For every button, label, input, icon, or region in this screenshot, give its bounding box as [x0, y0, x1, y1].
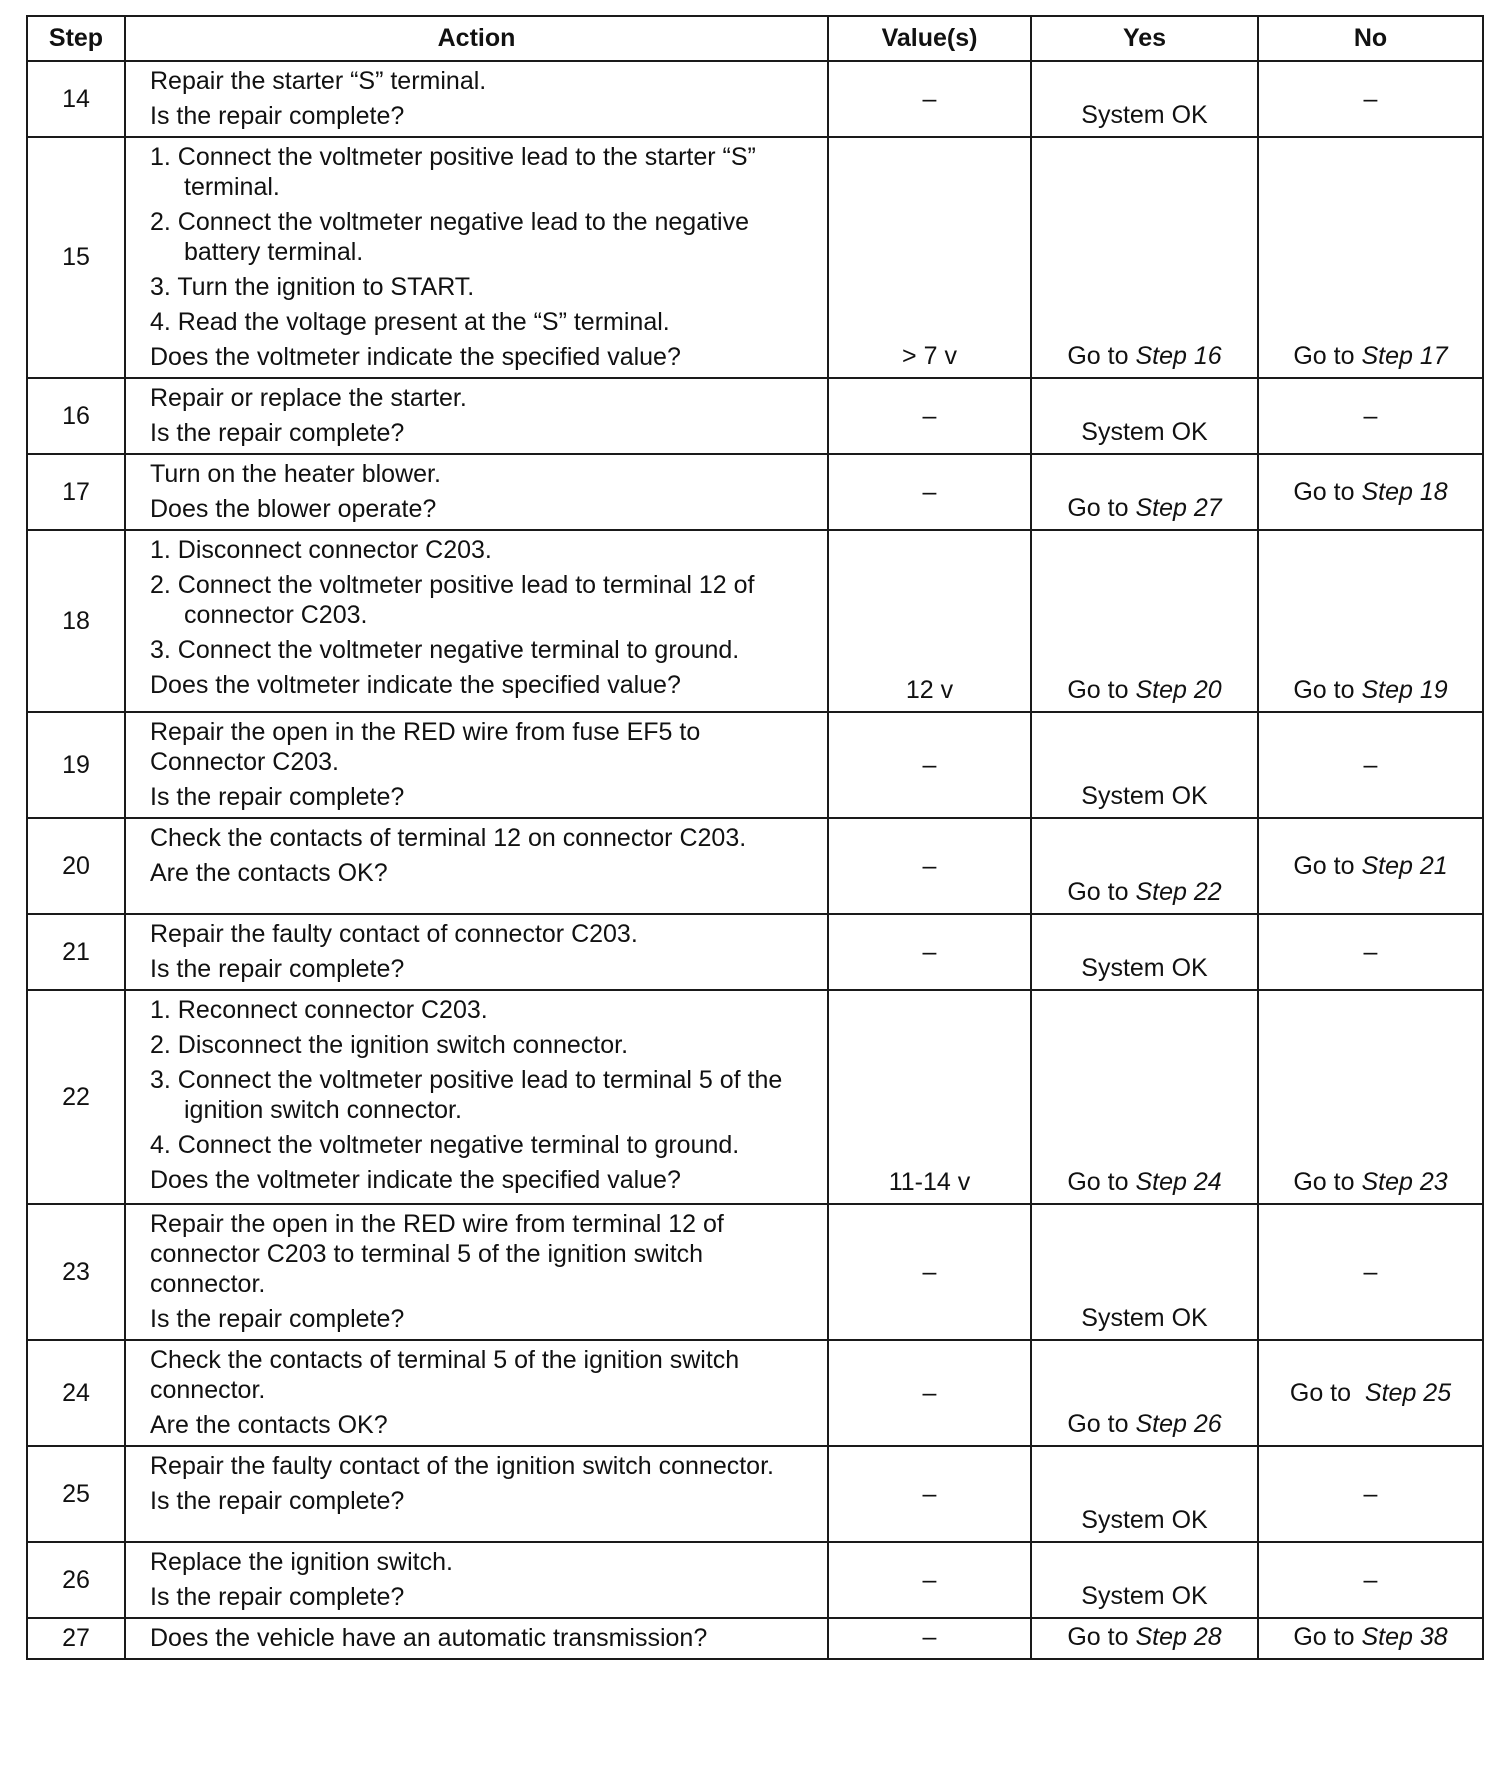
- no-step-ref: Step 25: [1364, 1378, 1452, 1407]
- yes-cell: [1031, 530, 1258, 712]
- yes-cell: [1031, 454, 1258, 530]
- action-line: 4. Read the voltage present at the “S” terminal.: [150, 308, 670, 336]
- yes-cell: [1031, 818, 1258, 914]
- action-line: Repair the faulty contact of the ignition switch connector.: [150, 1452, 774, 1480]
- step-number: 21: [27, 914, 125, 990]
- action-line: Is the repair complete?: [150, 955, 405, 983]
- yes-cell: [1031, 61, 1258, 137]
- no-text: Go to: [1293, 1623, 1362, 1651]
- no-step-ref: Step 23: [1361, 1168, 1448, 1196]
- action-line: 1. Connect the voltmeter positive lead to the starter “S” terminal.: [150, 143, 756, 201]
- table-row: [27, 914, 1483, 990]
- yes-text: System OK: [1081, 101, 1208, 129]
- yes-text: Go to: [1067, 342, 1136, 370]
- value-cell: –: [828, 712, 1031, 818]
- value-cell: –: [828, 454, 1031, 530]
- no-cell: [1258, 61, 1483, 137]
- table-row: [27, 1340, 1483, 1446]
- yes-cell: [1031, 1446, 1258, 1542]
- table-header-row: [27, 16, 1483, 61]
- no-cell: [1258, 990, 1483, 1204]
- no-step-ref: Step 19: [1361, 676, 1448, 704]
- yes-text: System OK: [1081, 418, 1208, 446]
- action-cell: [125, 530, 828, 712]
- no-text: –: [1363, 1479, 1378, 1508]
- action-line: 3. Turn the ignition to START.: [150, 273, 475, 301]
- no-text: –: [1363, 750, 1378, 779]
- header-step: Step: [27, 16, 125, 61]
- no-cell: [1258, 378, 1483, 454]
- action-line: Is the repair complete?: [150, 783, 405, 811]
- no-cell: [1258, 914, 1483, 990]
- action-line: 2. Connect the voltmeter negative lead to the negative battery terminal.: [150, 208, 749, 266]
- yes-cell: [1031, 137, 1258, 378]
- action-line: 3. Connect the voltmeter negative terminal to ground.: [150, 636, 740, 664]
- yes-text: System OK: [1081, 1304, 1208, 1332]
- step-number: 14: [27, 61, 125, 137]
- diagnostic-table: [26, 15, 1484, 1660]
- action-line: Is the repair complete?: [150, 419, 405, 447]
- table-row: [27, 1542, 1483, 1618]
- action-cell: [125, 137, 828, 378]
- step-number: 15: [27, 137, 125, 378]
- yes-text: System OK: [1081, 1506, 1208, 1534]
- no-cell: [1258, 1340, 1483, 1446]
- table-body: [27, 61, 1483, 1659]
- action-cell: [125, 61, 828, 137]
- step-number: 23: [27, 1204, 125, 1340]
- yes-cell: [1031, 914, 1258, 990]
- yes-cell: [1031, 990, 1258, 1204]
- table-row: [27, 378, 1483, 454]
- table-row: [27, 61, 1483, 137]
- yes-text: Go to: [1067, 494, 1136, 522]
- no-text: Go to: [1293, 477, 1362, 506]
- action-line: Does the blower operate?: [150, 495, 437, 523]
- step-number: 25: [27, 1446, 125, 1542]
- yes-step-ref: Step 16: [1135, 342, 1222, 370]
- value-cell: –: [828, 1542, 1031, 1618]
- table-row: [27, 1446, 1483, 1542]
- value-cell: –: [828, 378, 1031, 454]
- action-cell: [125, 712, 828, 818]
- yes-cell: [1031, 1542, 1258, 1618]
- no-text: Go to: [1293, 676, 1362, 704]
- table-row: [27, 137, 1483, 378]
- action-line: 2. Disconnect the ignition switch connector.: [150, 1031, 629, 1059]
- no-text: –: [1363, 84, 1378, 113]
- no-cell: [1258, 137, 1483, 378]
- header-action: Action: [125, 16, 828, 61]
- value-cell: –: [828, 1618, 1031, 1659]
- no-cell: [1258, 454, 1483, 530]
- action-cell: [125, 1340, 828, 1446]
- no-cell: [1258, 818, 1483, 914]
- action-line: Repair the faulty contact of connector C203.: [150, 920, 638, 948]
- value-cell: –: [828, 1204, 1031, 1340]
- yes-step-ref: Step 20: [1135, 676, 1222, 704]
- no-text: –: [1363, 401, 1378, 430]
- yes-cell: [1031, 1618, 1258, 1659]
- yes-cell: [1031, 1340, 1258, 1446]
- step-number: 18: [27, 530, 125, 712]
- no-cell: [1258, 1446, 1483, 1542]
- value-cell: 11-14 v: [828, 990, 1031, 1204]
- yes-text: Go to: [1067, 878, 1136, 906]
- yes-text: Go to: [1067, 1623, 1136, 1651]
- action-line: 3. Connect the voltmeter positive lead to terminal 5 of the ignition switch connector.: [150, 1066, 783, 1124]
- yes-text: System OK: [1081, 954, 1208, 982]
- step-number: 19: [27, 712, 125, 818]
- no-text: –: [1363, 1257, 1378, 1286]
- action-line: Is the repair complete?: [150, 102, 405, 130]
- yes-step-ref: Step 22: [1135, 878, 1222, 906]
- action-line: Repair the open in the RED wire from fuse EF5 to Connector C203.: [150, 718, 701, 776]
- action-line: Repair the open in the RED wire from terminal 12 of connector C203 to terminal 5 of the ignition switch connector.: [150, 1210, 724, 1298]
- value-cell: –: [828, 1446, 1031, 1542]
- value-cell: –: [828, 61, 1031, 137]
- header-yes: Yes: [1031, 16, 1258, 61]
- no-step-ref: Step 18: [1361, 477, 1448, 506]
- table-row: [27, 712, 1483, 818]
- action-line: Is the repair complete?: [150, 1487, 405, 1515]
- action-line: 1. Reconnect connector C203.: [150, 996, 488, 1024]
- no-cell: [1258, 1618, 1483, 1659]
- no-text: Go to: [1293, 342, 1362, 370]
- table-row: [27, 1618, 1483, 1659]
- yes-cell: [1031, 378, 1258, 454]
- step-number: 17: [27, 454, 125, 530]
- header-values: Value(s): [828, 16, 1031, 61]
- no-cell: [1258, 712, 1483, 818]
- action-cell: [125, 1618, 828, 1659]
- step-number: 20: [27, 818, 125, 914]
- yes-text: Go to: [1067, 1410, 1136, 1438]
- yes-cell: [1031, 1204, 1258, 1340]
- action-cell: [125, 1542, 828, 1618]
- action-line: Repair or replace the starter.: [150, 384, 467, 412]
- table-row: [27, 530, 1483, 712]
- action-line: Is the repair complete?: [150, 1305, 405, 1333]
- value-cell: –: [828, 1340, 1031, 1446]
- action-line: 2. Connect the voltmeter positive lead to terminal 12 of connector C203.: [150, 571, 755, 629]
- action-line: Replace the ignition switch.: [150, 1548, 453, 1576]
- value-cell: –: [828, 914, 1031, 990]
- step-number: 16: [27, 378, 125, 454]
- action-line: Repair the starter “S” terminal.: [150, 67, 487, 95]
- yes-step-ref: Step 24: [1135, 1168, 1222, 1196]
- no-text: Go to: [1293, 851, 1362, 880]
- action-line: Does the voltmeter indicate the specified value?: [150, 343, 681, 371]
- action-line: Are the contacts OK?: [150, 859, 388, 887]
- no-step-ref: Step 17: [1361, 342, 1448, 370]
- action-cell: [125, 1204, 828, 1340]
- step-number: 24: [27, 1340, 125, 1446]
- action-cell: [125, 378, 828, 454]
- no-text: –: [1363, 937, 1378, 966]
- action-line: 1. Disconnect connector C203.: [150, 536, 492, 564]
- yes-step-ref: Step 27: [1135, 494, 1222, 522]
- table-row: [27, 990, 1483, 1204]
- action-line: Are the contacts OK?: [150, 1411, 388, 1439]
- no-step-ref: Step 21: [1361, 851, 1448, 880]
- action-cell: [125, 818, 828, 914]
- action-cell: [125, 454, 828, 530]
- yes-text: Go to: [1067, 1168, 1136, 1196]
- yes-cell: [1031, 712, 1258, 818]
- yes-step-ref: Step 26: [1135, 1410, 1222, 1438]
- yes-text: System OK: [1081, 1582, 1208, 1610]
- header-no: No: [1258, 16, 1483, 61]
- action-line: Is the repair complete?: [150, 1583, 405, 1611]
- action-cell: [125, 914, 828, 990]
- no-text: –: [1363, 1565, 1378, 1594]
- step-number: 22: [27, 990, 125, 1204]
- no-text: Go to: [1293, 1168, 1362, 1196]
- no-cell: [1258, 1204, 1483, 1340]
- no-step-ref: Step 38: [1361, 1623, 1448, 1651]
- value-cell: > 7 v: [828, 137, 1031, 378]
- action-line: Does the voltmeter indicate the specified value?: [150, 1166, 681, 1194]
- action-line: Check the contacts of terminal 5 of the ignition switch connector.: [150, 1346, 740, 1404]
- no-cell: [1258, 530, 1483, 712]
- action-cell: [125, 990, 828, 1204]
- no-text: Go to: [1289, 1378, 1365, 1407]
- value-cell: –: [828, 818, 1031, 914]
- action-line: Does the voltmeter indicate the specified value?: [150, 671, 681, 699]
- value-cell: 12 v: [828, 530, 1031, 712]
- yes-text: System OK: [1081, 782, 1208, 810]
- action-line: 4. Connect the voltmeter negative terminal to ground.: [150, 1131, 740, 1159]
- table-row: [27, 454, 1483, 530]
- action-line: Turn on the heater blower.: [150, 460, 441, 488]
- action-line: Does the vehicle have an automatic transmission?: [150, 1624, 708, 1652]
- no-cell: [1258, 1542, 1483, 1618]
- step-number: 27: [27, 1618, 125, 1659]
- yes-text: Go to: [1067, 676, 1136, 704]
- yes-step-ref: Step 28: [1135, 1623, 1222, 1651]
- table-row: [27, 818, 1483, 914]
- step-number: 26: [27, 1542, 125, 1618]
- table-row: [27, 1204, 1483, 1340]
- action-line: Check the contacts of terminal 12 on connector C203.: [150, 824, 747, 852]
- action-cell: [125, 1446, 828, 1542]
